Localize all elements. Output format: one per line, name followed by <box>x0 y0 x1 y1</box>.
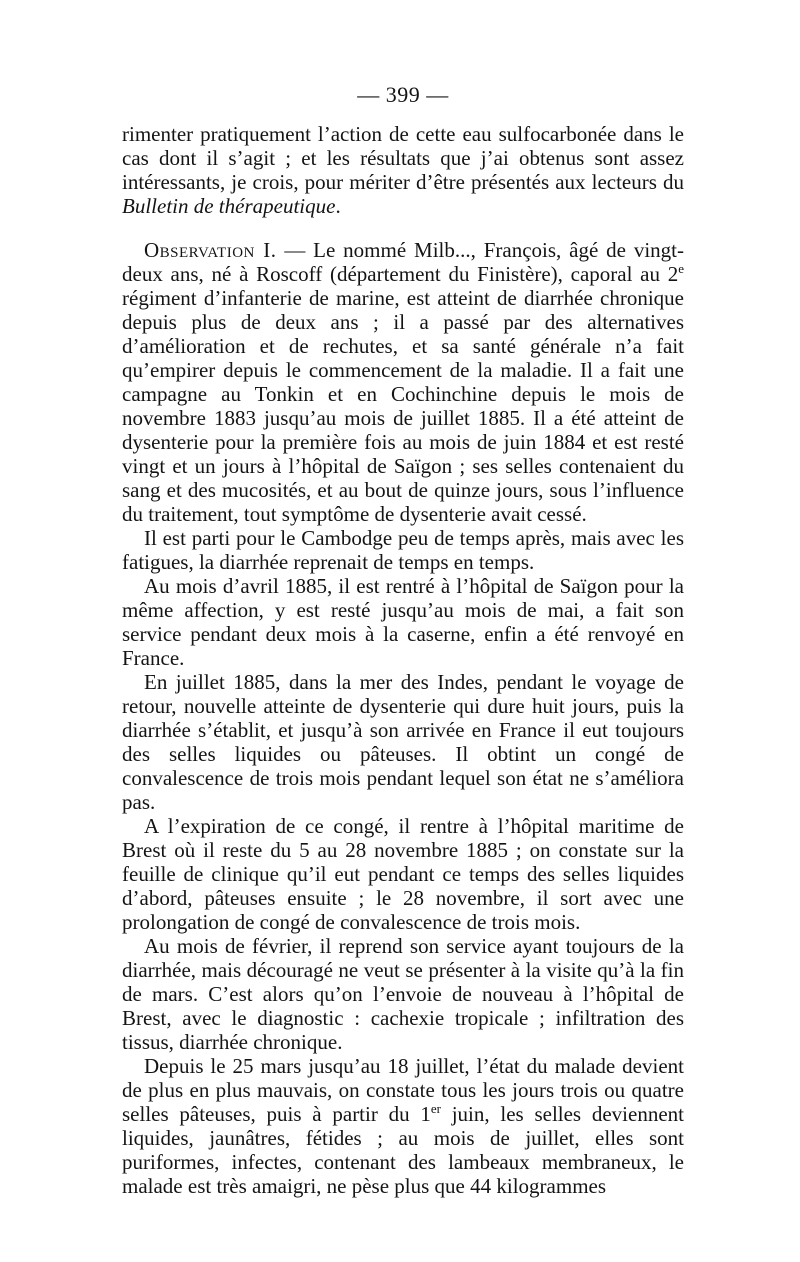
paragraph-avril-1885: Au mois d’avril 1885, il est rentré à l’hôpital de Saïgon pour la même affection, y est resté jusqu’au mois de mai, a fait son service pendant deux mois à la caserne, enfin a été renvoyé en France. <box>122 574 684 670</box>
p8-text: Depuis le 25 mars jusqu’au 18 juillet, l’état du malade devient de plus en plus mauvais, on constate tous les jours trois ou quatre selles pâteuses, puis à partir du 1 <box>122 1054 684 1126</box>
paragraph-intro <box>122 122 684 218</box>
p8-ordinal-suffix: er <box>430 1101 441 1116</box>
paragraph-fevrier: Au mois de février, il reprend son service ayant toujours de la diarrhée, mais découragé ne veut se présenter à la visite qu’à la fin de mars. C’est alors qu’on l’envoie de nouveau à l’hôpital de Brest, avec le diagnostic : cachexie tropicale ; infiltration des tissus, diarrhée chronique. <box>122 934 684 1054</box>
ordinal-number: 2 <box>667 262 679 286</box>
intro-end: . <box>335 194 341 218</box>
intro-text: rimenter pratiquement l’action de cette eau sulfocarbonée dans le cas dont il s’agit ; et les résultats que j’ai obtenus sont assez intéressants, je crois, pour mériter d’être présentés aux lecteurs du <box>122 122 684 194</box>
paragraph-25-mars <box>122 1054 684 1198</box>
journal-title: Bulletin de thérapeutique <box>122 194 336 218</box>
paragraph-observation <box>122 238 684 526</box>
paragraph-juillet-1885: En juillet 1885, dans la mer des Indes, pendant le voyage de retour, nouvelle atteinte de dysenterie qui dure huit jours, puis la diarrhée s’établit, et jusqu’à son arrivée en France il eut toujours des selles liquides ou pâteuses. Il obtint un congé de convalescence de trois mois pendant lequel son état ne s’améliora pas. <box>122 670 684 814</box>
p8-text-continued: juin, les selles deviennent liquides, jaunâtres, fétides ; au mois de juillet, elles sont puriformes, infectes, contenant des lambeaux membraneux, le malade est très amaigri, ne pèse plus que 44 kilogrammes <box>122 1102 684 1198</box>
paragraph-expiration-conge: A l’expiration de ce congé, il rentre à l’hôpital maritime de Brest où il reste du 5 au 28 novembre 1885 ; on constate sur la feuille de clinique qu’il eut pendant ce temps des selles liquides d’abord, pâteuses ensuite ; le 28 novembre, il sort avec une prolongation de congé de convalescence de trois mois. <box>122 814 684 934</box>
ordinal-suffix: e <box>678 261 684 276</box>
observation-text: — Le nommé Milb..., François, âgé de vingt-deux ans, né à Roscoff (département du Finistère), caporal au <box>122 238 684 286</box>
paragraph-cambodge: Il est parti pour le Cambodge peu de temps après, mais avec les fatigues, la diarrhée reprenait de temps en temps. <box>122 526 684 574</box>
page-number: — 399 — <box>357 82 449 107</box>
observation-text-continued: régiment d’infanterie de marine, est atteint de diarrhée chronique depuis plus de deux ans ; il a passé par des alternatives d’amélioration et de rechutes, et sa santé générale n’a fait qu’empirer depuis le commencement de la maladie. Il a fait une campagne au Tonkin et en Cochinchine depuis le mois de novembre 1883 jusqu’au mois de juillet 1885. Il a été atteint de dysenterie pour la première fois au mois de juin 1884 et est resté vingt et un jours à l’hôpital de Saïgon ; ses selles contenaient du sang et des mucosités, et au bout de quinze jours, sous l’influence du traitement, tout symptôme de dysenterie avait cessé. <box>122 286 684 526</box>
book-page <box>122 82 684 1198</box>
observation-label: Observation I. <box>144 238 277 262</box>
